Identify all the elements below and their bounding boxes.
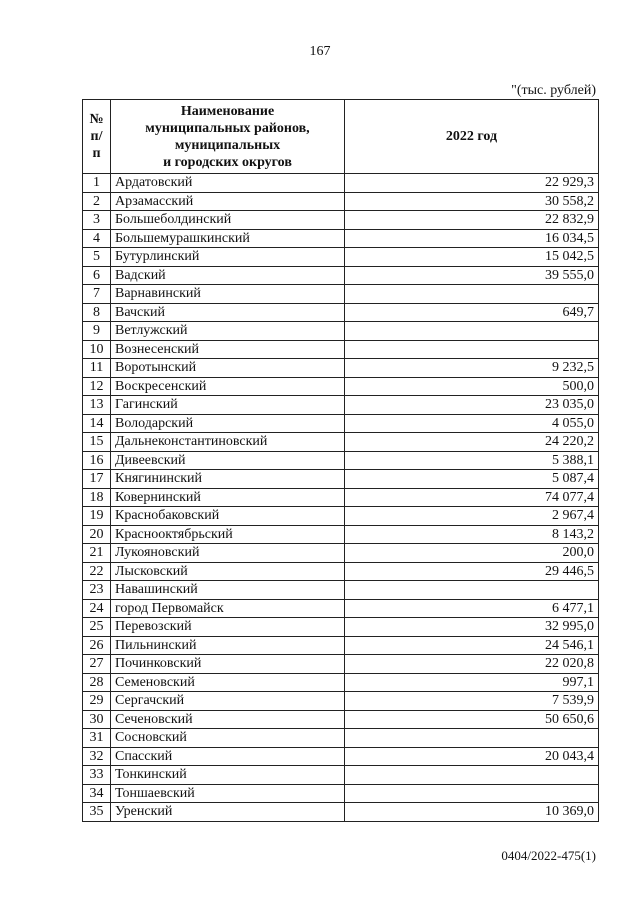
row-number: 17 — [83, 470, 111, 489]
document-code: 0404/2022-475(1) — [501, 848, 596, 863]
district-name: Володарский — [111, 414, 345, 433]
district-name: Сергачский — [111, 692, 345, 711]
row-number: 2 — [83, 192, 111, 211]
district-name: Ковернинский — [111, 488, 345, 507]
table-row — [83, 544, 599, 563]
amount-value: 30 558,2 — [345, 192, 599, 211]
row-number: 7 — [83, 285, 111, 304]
amount-value: 15 042,5 — [345, 248, 599, 267]
row-number: 4 — [83, 229, 111, 248]
table-row — [83, 803, 599, 822]
amount-value: 5 087,4 — [345, 470, 599, 489]
table-row — [83, 581, 599, 600]
district-name: город Первомайск — [111, 599, 345, 618]
amount-value: 16 034,5 — [345, 229, 599, 248]
amount-value: 22 832,9 — [345, 211, 599, 230]
units-label: "(тыс. рублей) — [511, 83, 596, 98]
row-number: 34 — [83, 784, 111, 803]
district-name: Перевозский — [111, 618, 345, 637]
table-body — [83, 174, 599, 822]
district-name: Краснобаковский — [111, 507, 345, 526]
table-row — [83, 322, 599, 341]
table-row — [83, 692, 599, 711]
district-name: Вачский — [111, 303, 345, 322]
amount-value — [345, 581, 599, 600]
row-number: 21 — [83, 544, 111, 563]
table-row — [83, 784, 599, 803]
amount-value: 50 650,6 — [345, 710, 599, 729]
row-number: 28 — [83, 673, 111, 692]
amount-value: 8 143,2 — [345, 525, 599, 544]
table-row — [83, 248, 599, 267]
amount-value — [345, 729, 599, 748]
district-name: Варнавинский — [111, 285, 345, 304]
row-number: 30 — [83, 710, 111, 729]
district-name: Краснооктябрьский — [111, 525, 345, 544]
amount-value: 39 555,0 — [345, 266, 599, 285]
row-number: 27 — [83, 655, 111, 674]
table-row — [83, 192, 599, 211]
amount-value: 2 967,4 — [345, 507, 599, 526]
amount-value: 20 043,4 — [345, 747, 599, 766]
district-name: Ардатовский — [111, 174, 345, 193]
table-row — [83, 525, 599, 544]
row-number: 19 — [83, 507, 111, 526]
data-table — [82, 99, 599, 822]
table-row — [83, 359, 599, 378]
row-number: 9 — [83, 322, 111, 341]
table-row — [83, 562, 599, 581]
table-row — [83, 414, 599, 433]
amount-value: 23 035,0 — [345, 396, 599, 415]
district-name: Дальнеконстантиновский — [111, 433, 345, 452]
district-name: Воротынский — [111, 359, 345, 378]
district-name: Починковский — [111, 655, 345, 674]
row-number: 3 — [83, 211, 111, 230]
row-number: 11 — [83, 359, 111, 378]
table-row — [83, 303, 599, 322]
amount-value: 10 369,0 — [345, 803, 599, 822]
row-number: 31 — [83, 729, 111, 748]
table-row — [83, 488, 599, 507]
table-row — [83, 396, 599, 415]
amount-value: 500,0 — [345, 377, 599, 396]
table-row — [83, 174, 599, 193]
row-number: 1 — [83, 174, 111, 193]
amount-value: 32 995,0 — [345, 618, 599, 637]
district-name: Княгининский — [111, 470, 345, 489]
header-num: № п/п — [83, 100, 111, 174]
district-name: Лукояновский — [111, 544, 345, 563]
row-number: 13 — [83, 396, 111, 415]
table-row — [83, 377, 599, 396]
table-row — [83, 433, 599, 452]
district-name: Вадский — [111, 266, 345, 285]
amount-value — [345, 784, 599, 803]
table-header-row — [83, 100, 599, 174]
amount-value: 24 546,1 — [345, 636, 599, 655]
amount-value: 4 055,0 — [345, 414, 599, 433]
table-row — [83, 599, 599, 618]
district-name: Сеченовский — [111, 710, 345, 729]
amount-value: 24 220,2 — [345, 433, 599, 452]
table-row — [83, 673, 599, 692]
table-row — [83, 211, 599, 230]
district-name: Спасский — [111, 747, 345, 766]
amount-value: 7 539,9 — [345, 692, 599, 711]
district-name: Семеновский — [111, 673, 345, 692]
table-row — [83, 229, 599, 248]
row-number: 5 — [83, 248, 111, 267]
district-name: Воскресенский — [111, 377, 345, 396]
row-number: 24 — [83, 599, 111, 618]
district-name: Тоншаевский — [111, 784, 345, 803]
row-number: 33 — [83, 766, 111, 785]
table-row — [83, 710, 599, 729]
table-row — [83, 285, 599, 304]
district-name: Ветлужский — [111, 322, 345, 341]
table-row — [83, 340, 599, 359]
table-row — [83, 636, 599, 655]
amount-value — [345, 285, 599, 304]
header-name: Наименование муниципальных районов, муниципальных и городских округов — [111, 100, 345, 174]
amount-value — [345, 766, 599, 785]
amount-value: 997,1 — [345, 673, 599, 692]
district-name: Большемурашкинский — [111, 229, 345, 248]
table-row — [83, 729, 599, 748]
page-number: 167 — [309, 44, 331, 59]
row-number: 23 — [83, 581, 111, 600]
district-name: Арзамасский — [111, 192, 345, 211]
table-row — [83, 655, 599, 674]
amount-value: 74 077,4 — [345, 488, 599, 507]
row-number: 25 — [83, 618, 111, 637]
amount-value: 5 388,1 — [345, 451, 599, 470]
amount-value: 22 929,3 — [345, 174, 599, 193]
row-number: 6 — [83, 266, 111, 285]
row-number: 16 — [83, 451, 111, 470]
row-number: 10 — [83, 340, 111, 359]
district-name: Большеболдинский — [111, 211, 345, 230]
district-name: Гагинский — [111, 396, 345, 415]
amount-value — [345, 322, 599, 341]
district-name: Уренский — [111, 803, 345, 822]
district-name: Навашинский — [111, 581, 345, 600]
header-value: 2022 год — [345, 100, 599, 174]
district-name: Тонкинский — [111, 766, 345, 785]
amount-value: 22 020,8 — [345, 655, 599, 674]
row-number: 8 — [83, 303, 111, 322]
row-number: 35 — [83, 803, 111, 822]
table-row — [83, 266, 599, 285]
row-number: 26 — [83, 636, 111, 655]
table-row — [83, 470, 599, 489]
district-name: Пильнинский — [111, 636, 345, 655]
row-number: 18 — [83, 488, 111, 507]
table-row — [83, 451, 599, 470]
amount-value: 6 477,1 — [345, 599, 599, 618]
table-row — [83, 747, 599, 766]
amount-value: 649,7 — [345, 303, 599, 322]
amount-value — [345, 340, 599, 359]
row-number: 22 — [83, 562, 111, 581]
amount-value: 29 446,5 — [345, 562, 599, 581]
table-row — [83, 766, 599, 785]
row-number: 12 — [83, 377, 111, 396]
row-number: 32 — [83, 747, 111, 766]
row-number: 29 — [83, 692, 111, 711]
table-row — [83, 618, 599, 637]
amount-value: 200,0 — [345, 544, 599, 563]
district-name: Вознесенский — [111, 340, 345, 359]
district-name: Бутурлинский — [111, 248, 345, 267]
row-number: 14 — [83, 414, 111, 433]
table-row — [83, 507, 599, 526]
district-name: Дивеевский — [111, 451, 345, 470]
row-number: 20 — [83, 525, 111, 544]
district-name: Сосновский — [111, 729, 345, 748]
row-number: 15 — [83, 433, 111, 452]
district-name: Лысковский — [111, 562, 345, 581]
amount-value: 9 232,5 — [345, 359, 599, 378]
